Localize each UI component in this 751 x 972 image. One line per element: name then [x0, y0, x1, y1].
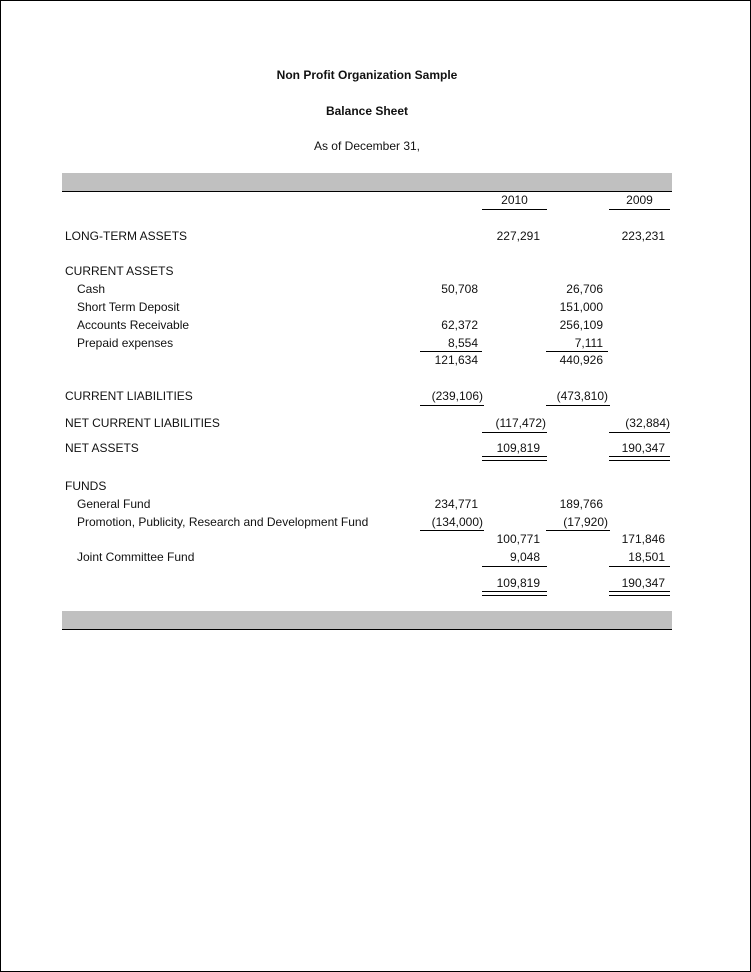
footer-band: [62, 611, 672, 630]
short-term-deposit-2009: 151,000: [559, 300, 603, 314]
net-current-liabilities-2010: (117,472): [495, 416, 546, 430]
joint-fund-2010-underline: [482, 566, 547, 567]
joint-fund-2009-underline: [609, 566, 670, 567]
current-liabilities-2010-underline: [420, 405, 484, 406]
col-2009-underline: [609, 209, 670, 210]
current-liabilities-2009: (473,810): [556, 389, 608, 403]
funds-total-2009: 190,347: [621, 576, 665, 590]
current-liabilities-label: CURRENT LIABILITIES: [65, 389, 193, 403]
current-assets-label: CURRENT ASSETS: [65, 264, 174, 278]
net-assets-label: NET ASSETS: [65, 441, 139, 455]
long-term-assets-label: LONG-TERM ASSETS: [65, 229, 188, 243]
org-name: Non Profit Organization Sample: [276, 68, 458, 82]
funds-total-2010: 109,819: [496, 576, 540, 590]
cash-2010: 50,708: [441, 282, 478, 296]
general-fund-2009: 189,766: [559, 497, 603, 511]
funds-label: FUNDS: [65, 479, 107, 493]
sheet-date: As of December 31,: [313, 139, 421, 153]
net-assets-2009-double-underline: [609, 456, 670, 461]
current-liabilities-2010: (239,106): [431, 389, 483, 403]
current-liabilities-2009-underline: [546, 405, 610, 406]
promotion-fund-2009: (17,920): [563, 515, 608, 529]
net-assets-2010-double-underline: [482, 456, 547, 461]
col-2010-underline: [482, 209, 547, 210]
col-2009-header: 2009: [626, 193, 653, 207]
general-fund-2010: 234,771: [434, 497, 478, 511]
net-current-liabilities-2009-underline: [609, 432, 670, 433]
sheet-title: Balance Sheet: [325, 104, 409, 118]
joint-committee-fund-2010: 9,048: [509, 550, 540, 564]
funds-2010-underline: [420, 530, 484, 531]
net-current-liabilities-label: NET CURRENT LIABILITIES: [65, 416, 220, 430]
promotion-fund-2010: (134,000): [431, 515, 483, 529]
current-assets-2010-underline: [420, 351, 482, 352]
funds-subtotal-2009: 171,846: [621, 532, 665, 546]
net-assets-2009: 190,347: [621, 441, 665, 455]
current-assets-2009-underline: [546, 351, 608, 352]
long-term-assets-2009: 223,231: [621, 229, 665, 243]
general-fund-label: General Fund: [77, 497, 151, 511]
prepaid-expenses-2009: 7,111: [574, 336, 603, 350]
long-term-assets-2010: 227,291: [496, 229, 540, 243]
current-assets-total-2009: 440,926: [559, 353, 603, 367]
prepaid-expenses-label: Prepaid expenses: [77, 336, 174, 350]
funds-total-2009-double-underline: [609, 591, 670, 596]
header-band: [62, 173, 672, 192]
funds-subtotal-2010: 100,771: [496, 532, 540, 546]
funds-2009-underline: [546, 530, 610, 531]
promotion-fund-label: Promotion, Publicity, Research and Development Fund: [77, 515, 369, 529]
accounts-receivable-label: Accounts Receivable: [77, 318, 190, 332]
joint-committee-fund-2009: 18,501: [628, 550, 665, 564]
short-term-deposit-label: Short Term Deposit: [77, 300, 180, 314]
net-current-liabilities-2010-underline: [482, 432, 547, 433]
accounts-receivable-2010: 62,372: [441, 318, 478, 332]
col-2010-header: 2010: [501, 193, 528, 207]
joint-committee-fund-label: Joint Committee Fund: [77, 550, 195, 564]
accounts-receivable-2009: 256,109: [559, 318, 603, 332]
cash-2009: 26,706: [566, 282, 603, 296]
current-assets-total-2010: 121,634: [434, 353, 478, 367]
funds-total-2010-double-underline: [482, 591, 547, 596]
net-assets-2010: 109,819: [496, 441, 540, 455]
net-current-liabilities-2009: (32,884): [625, 416, 670, 430]
prepaid-expenses-2010: 8,554: [447, 336, 478, 350]
cash-label: Cash: [77, 282, 106, 296]
